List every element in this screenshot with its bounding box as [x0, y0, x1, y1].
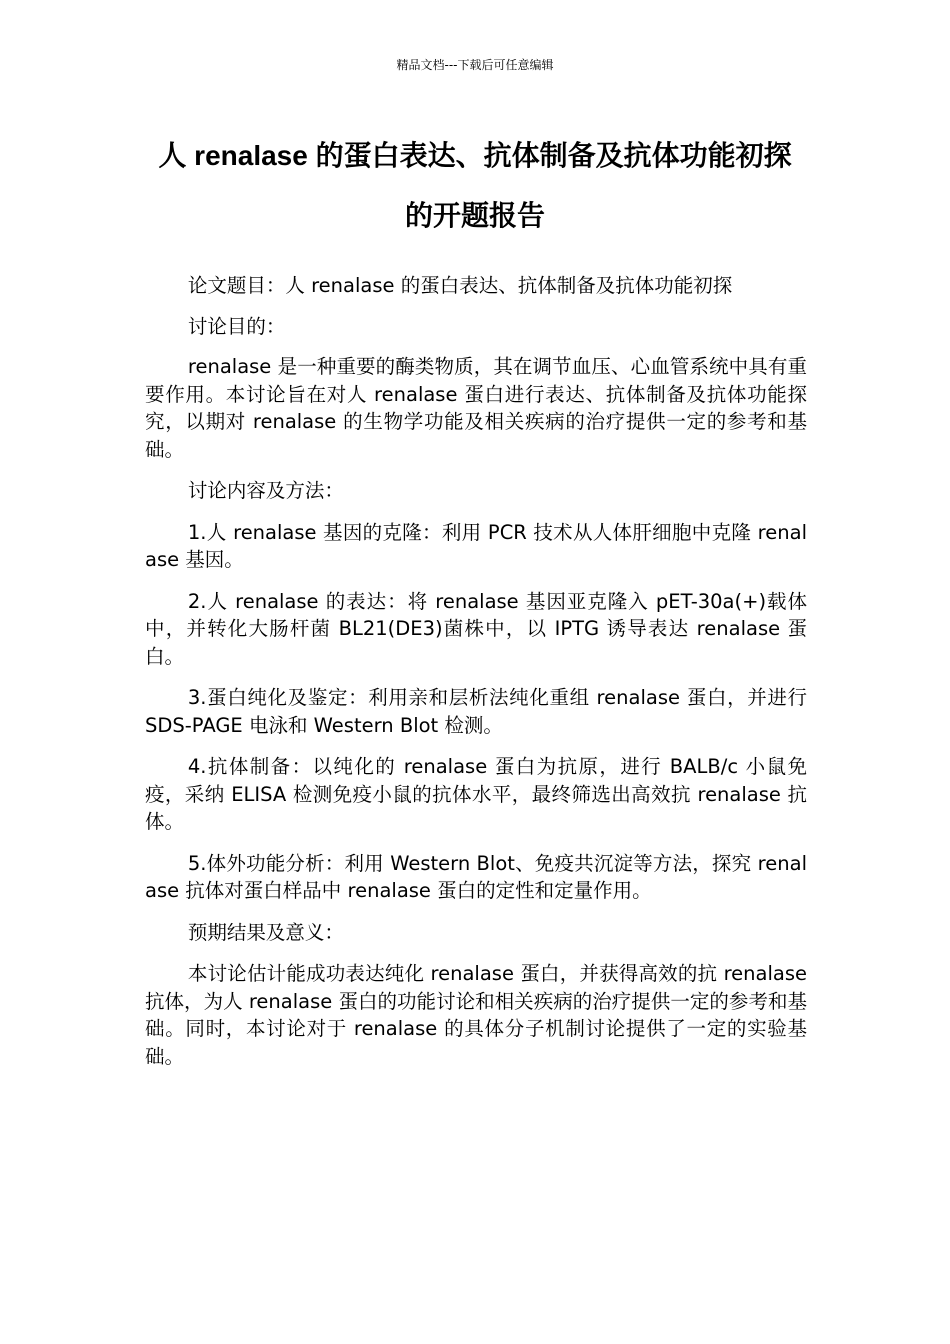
method-item-5: 5.体外功能分析：利用 Western Blot、免疫共沉淀等方法，探究 renalase 抗体对蛋白样品中 renalase 蛋白的定性和定量作用。: [145, 851, 807, 902]
method-item-2: 2.人 renalase 的表达：将 renalase 基因亚克隆入 pET-30a(+)载体中，并转化大肠杆菌 BL21(DE3)菌株中，以 IPTG 诱导表达 renalase 蛋白。: [145, 589, 807, 668]
paragraph-results: 本讨论估计能成功表达纯化 renalase 蛋白，并获得高效的抗 renalase 抗体，为人 renalase 蛋白的功能讨论和相关疾病的治疗提供一定的参考和基础。同时，本讨论对于 renalase 的具体分子机制讨论提供了一定的实验基础。: [145, 962, 807, 1068]
method-item-1: 1.人 renalase 基因的克隆：利用 PCR 技术从人体肝细胞中克隆 renalase 基因。: [145, 520, 807, 571]
thesis-topic: 论文题目：人 renalase 的蛋白表达、抗体制备及抗体功能初探: [187, 274, 733, 297]
section-heading-purpose: 讨论目的：: [187, 314, 286, 338]
document-title: [145, 133, 805, 239]
method-item-4: 4.抗体制备：以纯化的 renalase 蛋白为抗原，进行 BALB/c 小鼠免疫，采纳 ELISA 检测免疫小鼠的抗体水平，最终筛选出高效抗 renalase 抗体。: [145, 755, 807, 833]
page-header: 精品文档---下载后可任意编辑: [396, 58, 554, 72]
document-body: [145, 272, 807, 1084]
title-line-2: 的开题报告: [404, 200, 545, 231]
section-heading-methods: 讨论内容及方法：: [187, 479, 344, 502]
method-item-3: 3.蛋白纯化及鉴定：利用亲和层析法纯化重组 renalase 蛋白，并进行 SDS-PAGE 电泳和 Western Blot 检测。: [145, 686, 807, 737]
paragraph-purpose: renalase 是一种重要的酶类物质，其在调节血压、心血管系统中具有重要作用。本讨论旨在对人 renalase 蛋白进行表达、抗体制备及抗体功能探究，以期对 renalase 的生物学功能及相关疾病的治疗提供一定的参考和基础。: [145, 355, 807, 461]
section-heading-results: 预期结果及意义：: [187, 920, 344, 944]
title-line-1: 人 renalase 的蛋白表达、抗体制备及抗体功能初探: [158, 140, 792, 171]
